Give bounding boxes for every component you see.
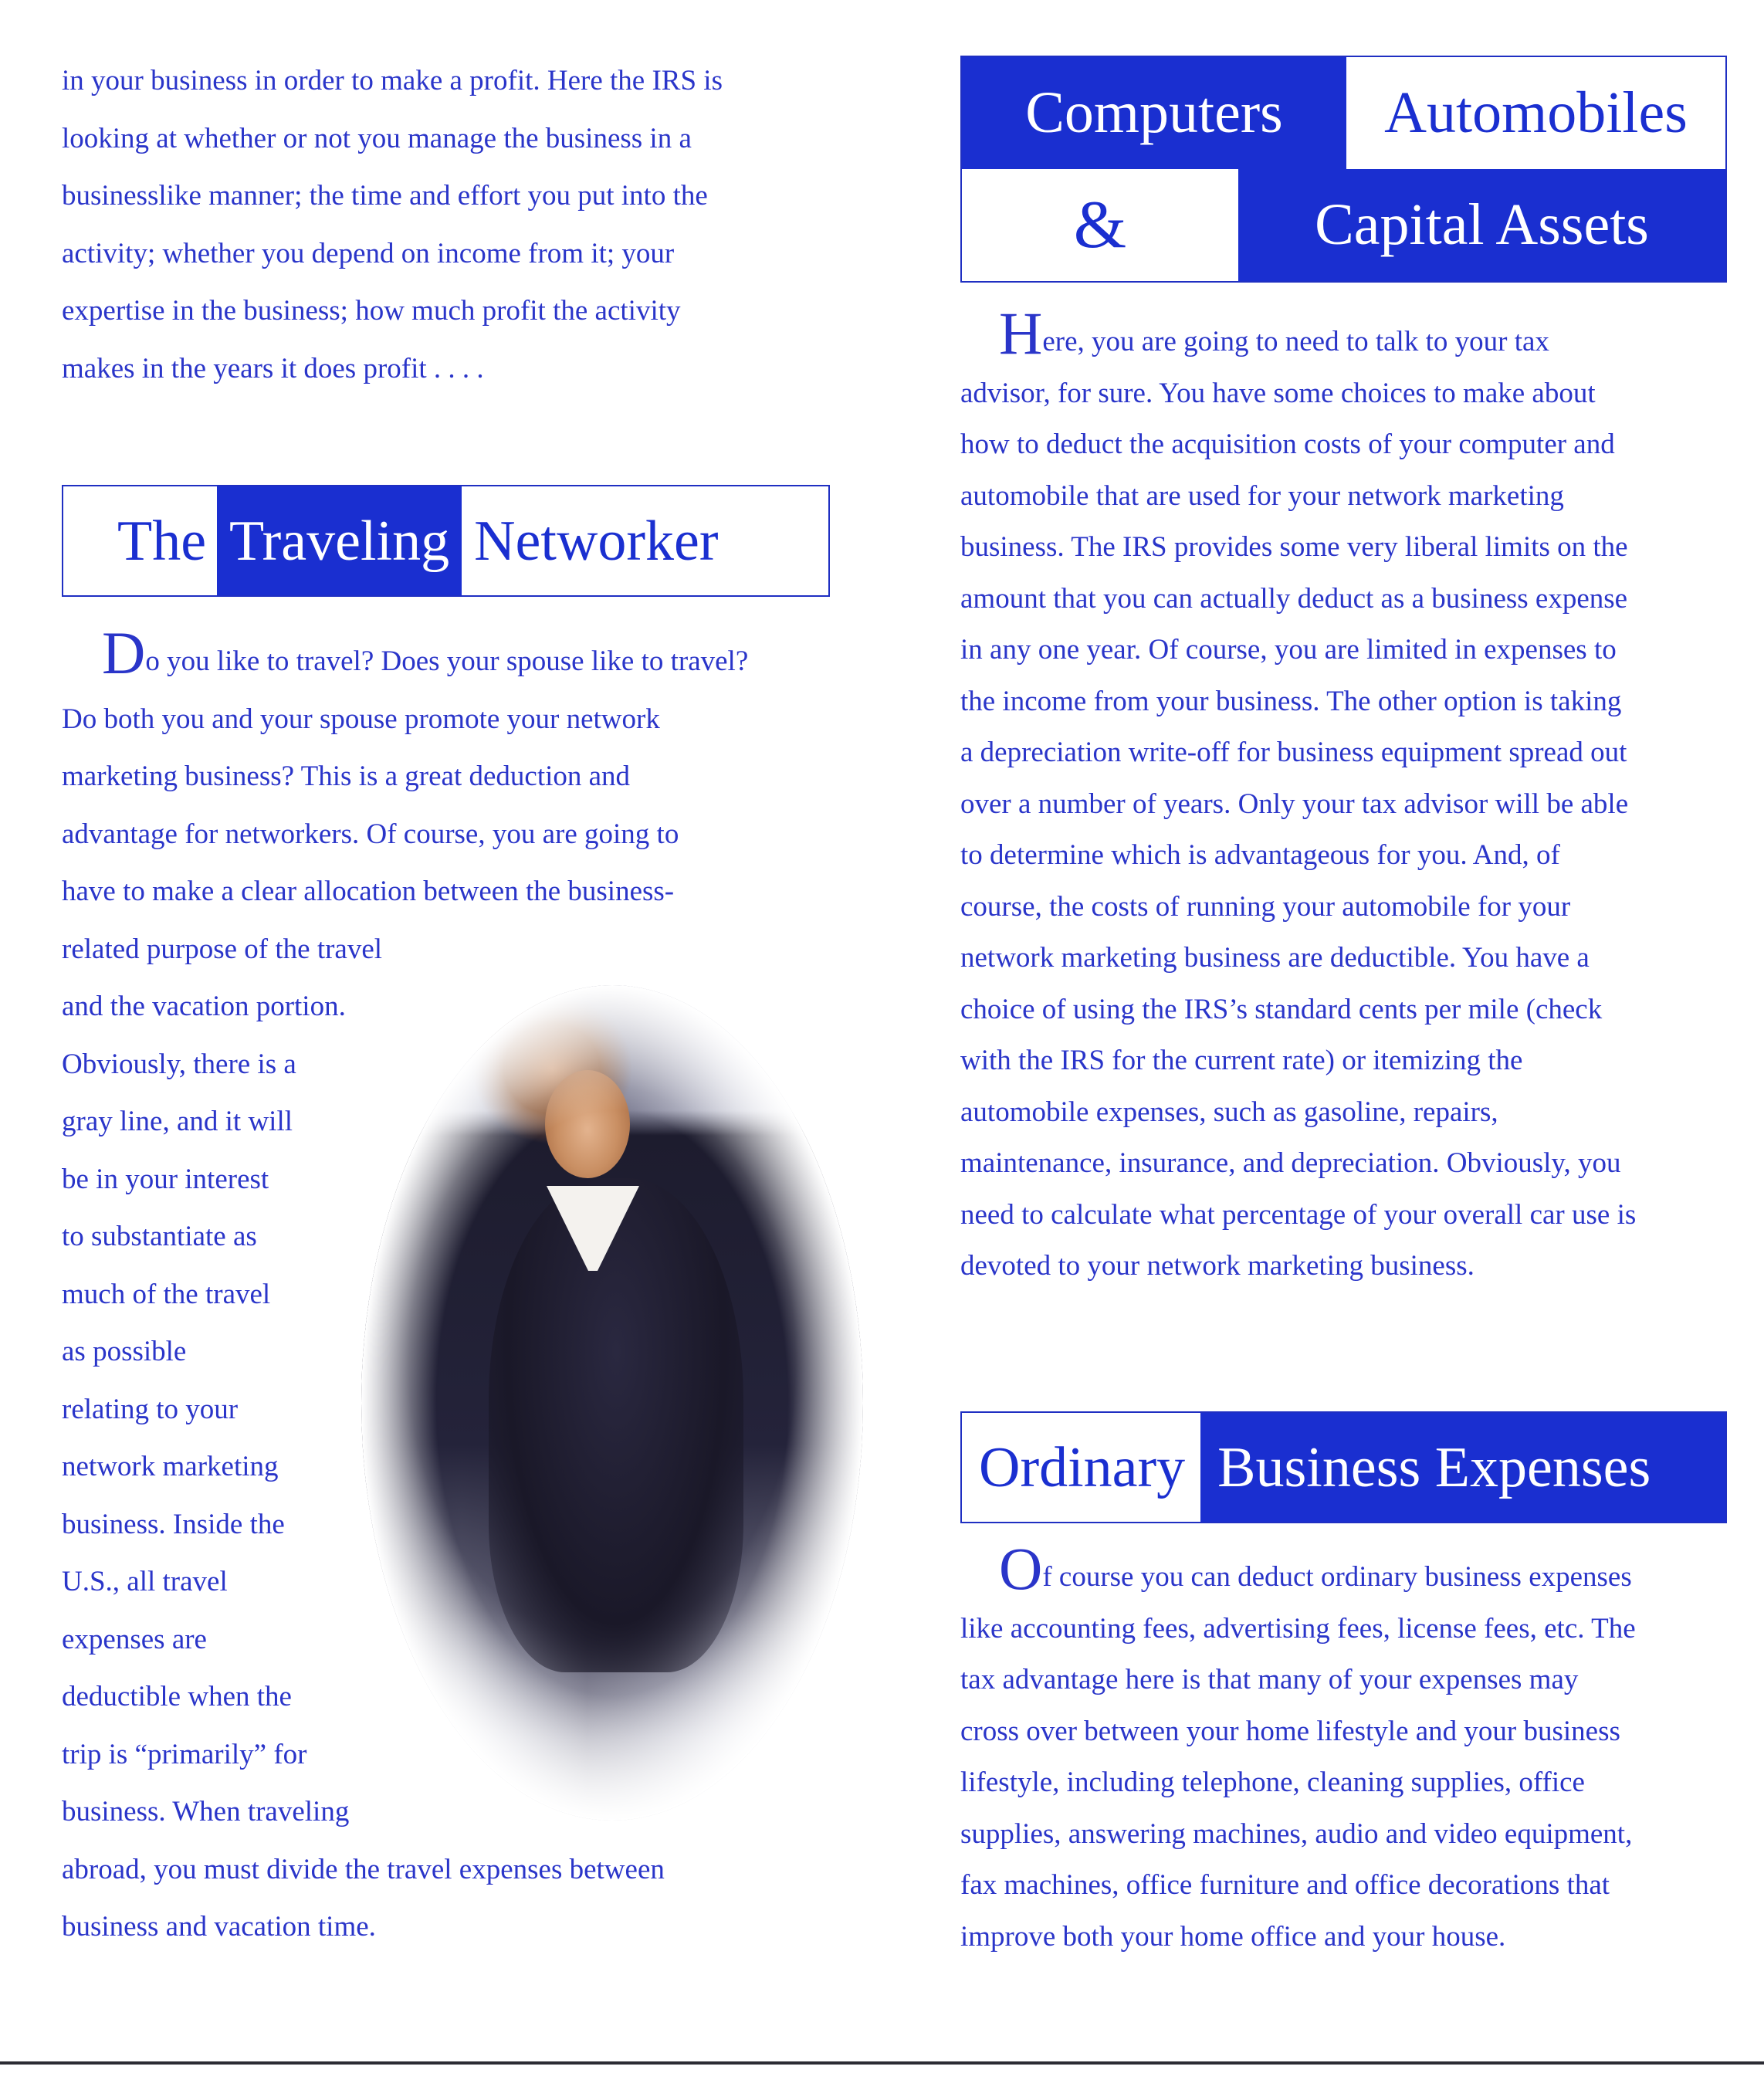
bottom-divider — [0, 2061, 1764, 2065]
text-line: network marketing business are deductible. You have a — [960, 942, 1590, 974]
text-line: and the vacation portion. — [62, 991, 346, 1022]
text-line: looking at whether or not you manage the business in a — [62, 122, 692, 154]
text-line: marketing business? This is a great deduction and — [62, 760, 631, 792]
text-line: o you like to travel? Does your spouse like to travel? — [145, 645, 749, 677]
text-line: expertise in the business; how much profit the activity — [62, 295, 681, 327]
text-line: Obviously, there is a — [62, 1048, 296, 1080]
text-line: improve both your home office and your house. — [960, 1920, 1506, 1953]
drop-cap: H — [999, 300, 1043, 367]
heading-word: Automobiles — [1346, 57, 1725, 169]
text-line: businesslike manner; the time and effort you put into the — [62, 180, 708, 212]
text-line: with the IRS for the current rate) or itemizing the — [960, 1045, 1523, 1076]
heading-word: Ordinary — [962, 1413, 1200, 1522]
text-line: expenses are — [62, 1623, 207, 1655]
text-line: in any one year. Of course, you are limited in expenses to — [960, 634, 1617, 666]
text-line: U.S., all travel — [62, 1566, 228, 1597]
text-line: to substantiate as — [62, 1221, 257, 1252]
text-line: much of the travel — [62, 1278, 271, 1310]
text-line: business. The IRS provides some very liberal limits on the — [960, 531, 1628, 563]
text-line: to determine which is advantageous for you. And, of — [960, 839, 1560, 871]
text-line: gray line, and it will — [62, 1106, 293, 1137]
heading-word: Traveling — [217, 486, 462, 595]
photo-vignette — [361, 985, 863, 1821]
text-line: a depreciation write-off for business equipment spread out — [960, 737, 1627, 768]
text-line: like accounting fees, advertising fees, license fees, etc. The — [960, 1612, 1636, 1645]
heading-word: Business Expenses — [1200, 1413, 1725, 1522]
text-line: as possible — [62, 1336, 187, 1367]
text-line: devoted to your network marketing business. — [960, 1250, 1475, 1282]
text-line: advisor, for sure. You have some choices to make about — [960, 377, 1596, 409]
text-line: in your business in order to make a profit. Here the IRS is — [62, 65, 723, 97]
text-line: amount that you can actually deduct as a business expense — [960, 582, 1628, 615]
ordinary-paragraph — [960, 1535, 1740, 1963]
text-line: cross over between your home lifestyle and your business — [960, 1715, 1620, 1747]
text-line: supplies, answering machines, audio and video equipment, — [960, 1817, 1633, 1850]
text-line: automobile that are used for your network marketing — [960, 479, 1564, 512]
text-line: activity; whether you depend on income from it; your — [62, 237, 675, 269]
text-line: ere, you are going to need to talk to your tax — [1042, 326, 1549, 357]
text-line: trip is “primarily” for — [62, 1738, 307, 1770]
businesswoman-photo — [361, 985, 863, 1821]
text-line: network marketing — [62, 1451, 279, 1482]
text-line: tax advantage here is that many of your expenses may — [960, 1664, 1579, 1695]
text-line: need to calculate what percentage of your overall car use is — [960, 1198, 1637, 1231]
drop-cap: D — [102, 619, 146, 686]
text-line: course, the costs of running your automobile for your — [960, 890, 1571, 923]
text-line: how to deduct the acquisition costs of your computer and — [960, 429, 1615, 460]
heading-word: Computers — [962, 57, 1346, 169]
text-line: relating to your — [62, 1393, 239, 1425]
text-line: Do both you and your spouse promote your network — [62, 703, 660, 735]
heading-word: & — [962, 169, 1238, 281]
heading-row — [962, 57, 1725, 169]
text-line: fax machines, office furniture and office decorations that — [960, 1869, 1610, 1901]
heading-word: Capital Assets — [1238, 169, 1725, 281]
text-line: business. When traveling — [62, 1796, 350, 1827]
ordinary-business-expenses-heading — [960, 1411, 1727, 1523]
text-line: be in your interest — [62, 1163, 269, 1195]
text-line: maintenance, insurance, and depreciation. Obviously, you — [960, 1147, 1621, 1179]
text-line: lifestyle, including telephone, cleaning supplies, office — [960, 1767, 1585, 1798]
computers-automobiles-heading — [960, 56, 1727, 283]
drop-cap: O — [999, 1535, 1043, 1602]
heading-word: The — [63, 486, 217, 595]
text-line: automobile expenses, such as gasoline, repairs, — [960, 1096, 1498, 1128]
text-line: related purpose of the travel — [62, 933, 383, 965]
text-line: business. Inside the — [62, 1508, 285, 1540]
text-line: the income from your business. The other option is taking — [960, 685, 1622, 717]
heading-word: Networker — [462, 486, 729, 595]
text-line: choice of using the IRS’s standard cents per mile (check — [960, 993, 1603, 1025]
intro-paragraph — [62, 53, 841, 398]
text-line: business and vacation time. — [62, 1911, 376, 1943]
text-line: over a number of years. Only your tax advisor will be able — [960, 788, 1629, 820]
text-line: have to make a clear allocation between the business- — [62, 876, 675, 907]
traveling-networker-heading — [62, 485, 830, 597]
text-line: f course you can deduct ordinary business expenses — [1042, 1561, 1632, 1593]
heading-row — [962, 169, 1725, 281]
computers-paragraph — [960, 300, 1740, 1292]
text-line: deductible when the — [62, 1681, 292, 1712]
text-line: advantage for networkers. Of course, you are going to — [62, 818, 679, 850]
text-line: abroad, you must divide the travel expenses between — [62, 1853, 665, 1885]
text-line: makes in the years it does profit . . . . — [62, 352, 484, 384]
